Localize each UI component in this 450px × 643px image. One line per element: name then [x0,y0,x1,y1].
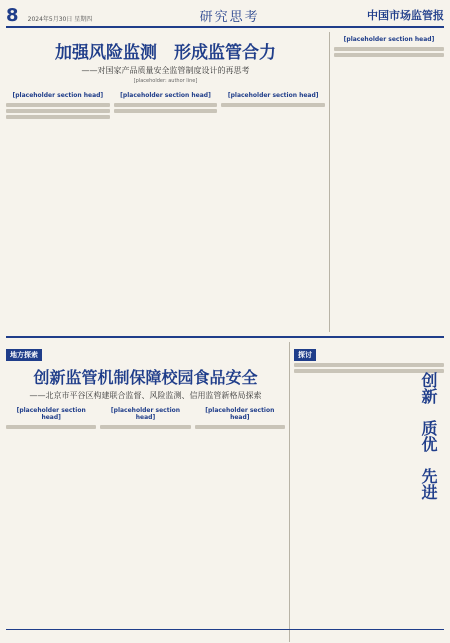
top-column [221,88,325,328]
bottom-tag: 地方探索 [6,349,42,361]
column-head: [placeholder section head] [227,92,319,99]
sidebar-head: [placeholder section head] [343,36,435,43]
text-line-placeholder [294,363,444,367]
bottom-column [6,403,96,643]
text-line-placeholder [6,109,110,113]
top-subhead: ——对国家产品质量安全监管制度设计的再思考 [81,66,250,75]
column-head: [placeholder section head] [12,92,104,99]
column-head: [placeholder section head] [205,407,275,421]
top-headline: 加强风险监测 形成监管合力 [55,43,276,63]
text-line-placeholder [114,103,218,107]
text-line-placeholder [195,425,285,429]
column-head: [placeholder section head] [16,407,86,421]
text-line-placeholder [221,103,325,107]
vertical-title: 创新 质优 先进 [419,372,438,500]
section-title: 研究思考 [199,9,260,25]
column-head: [placeholder section head] [110,407,181,421]
text-line-placeholder [334,53,444,57]
bottom-article [6,342,289,642]
top-byline: [placeholder: author line] [133,78,198,84]
top-article [6,32,329,332]
text-line-placeholder [6,103,110,107]
right-column [289,342,444,642]
top-columns [6,88,325,328]
section-divider [6,336,444,338]
page-number: 8 [6,4,19,26]
right-tag: 探讨 [294,349,316,361]
text-line-placeholder [6,425,96,429]
column-head: [placeholder section head] [120,92,211,99]
bottom-column [195,403,285,643]
brand-logo: 中国市场监管报 [367,9,444,22]
page-footer [6,629,444,638]
text-line-placeholder [334,47,444,51]
page-number-block [6,5,92,26]
bottom-headline: 创新监管机制保障校园食品安全 [33,368,258,387]
text-line-placeholder [100,425,190,429]
bottom-subhead: ——北京市平谷区构建联合监督、风险监测、信用监管新格局探索 [29,391,262,400]
top-sidebar [329,32,444,332]
masthead [6,4,444,28]
issue-date: 2024年5月30日 星期四 [27,15,93,23]
bottom-column [100,403,190,643]
bottom-columns [6,403,285,643]
top-column [6,88,110,328]
bottom-section [6,342,444,642]
text-line-placeholder [114,109,218,113]
top-column [114,88,218,328]
text-line-placeholder [6,115,110,119]
top-section [6,32,444,332]
